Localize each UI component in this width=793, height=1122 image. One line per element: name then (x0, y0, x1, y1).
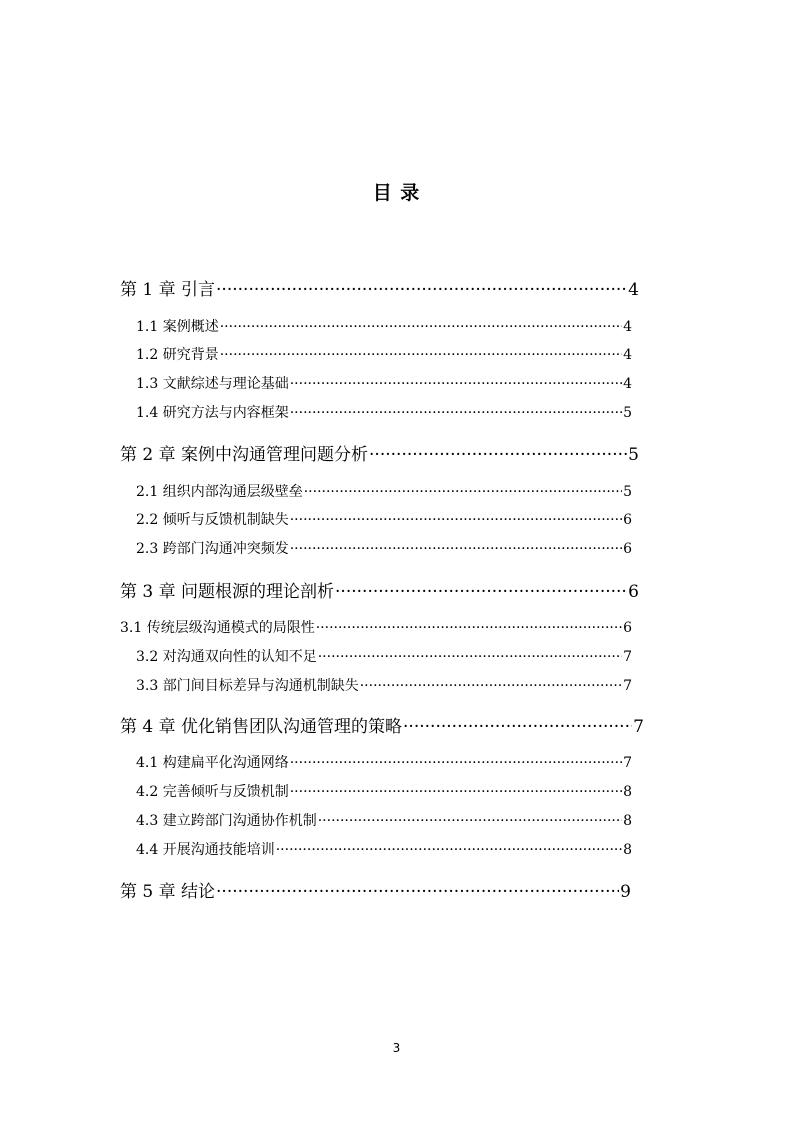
dot-leader (290, 541, 622, 557)
toc-entry-chapter-5[interactable] (120, 877, 631, 902)
toc-entry-section-3-3[interactable] (136, 675, 632, 695)
dot-leader (290, 755, 622, 771)
toc-entry-section-2-2[interactable] (136, 509, 632, 529)
toc-entry-page: 5 (623, 405, 632, 421)
toc-entry-label: 第 3 章 问题根源的理论剖析 (120, 582, 335, 602)
dot-leader (220, 319, 622, 335)
toc-entry-section-1-4[interactable] (136, 402, 632, 422)
dot-leader (316, 620, 622, 636)
toc-entry-label: 1.3 文献综述与理论基础 (136, 376, 289, 392)
toc-entry-section-3-1[interactable] (120, 617, 632, 637)
toc-entry-page: 7 (623, 755, 632, 771)
toc-entry-section-4-1[interactable] (136, 752, 632, 772)
toc-entry-label: 1.1 案例概述 (136, 319, 219, 335)
toc-entry-chapter-3[interactable] (120, 577, 639, 602)
dot-leader (403, 717, 632, 737)
toc-entry-label: 1.4 研究方法与内容框架 (136, 405, 289, 421)
toc-entry-label: 2.3 跨部门沟通冲突频发 (136, 541, 289, 557)
toc-entry-section-2-3[interactable] (136, 538, 632, 558)
toc-entry-page: 5 (623, 484, 632, 500)
toc-entry-label: 第 2 章 案例中沟通管理问题分析 (120, 445, 369, 465)
toc-title: 目 录 (372, 182, 421, 204)
toc-entry-label: 4.2 完善倾听与反馈机制 (136, 784, 289, 800)
toc-entry-chapter-2[interactable] (120, 440, 639, 465)
dot-leader (318, 813, 622, 829)
toc-entry-page: 8 (623, 842, 632, 858)
toc-entry-label: 第 4 章 优化销售团队沟通管理的策略 (120, 717, 403, 737)
toc-entry-section-4-2[interactable] (136, 781, 632, 801)
dot-leader (276, 842, 622, 858)
toc-entry-page: 6 (623, 620, 632, 636)
dot-leader (290, 512, 622, 528)
toc-entry-page: 6 (623, 512, 632, 528)
toc-entry-label: 4.1 构建扁平化沟通网络 (136, 755, 289, 771)
toc-entry-page: 4 (623, 347, 632, 363)
toc-entry-label: 第 5 章 结论 (120, 882, 216, 902)
toc-entry-page: 9 (620, 882, 631, 902)
toc-entry-page: 5 (628, 445, 639, 465)
toc-entry-label: 1.2 研究背景 (136, 347, 219, 363)
toc-entry-section-1-1[interactable] (136, 316, 632, 336)
toc-entry-page: 8 (623, 813, 632, 829)
toc-entry-page: 4 (623, 319, 632, 335)
toc-entry-page: 7 (623, 649, 632, 665)
page-number: 3 (392, 1041, 401, 1055)
toc-entry-label: 第 1 章 引言 (120, 280, 216, 300)
toc-entry-section-4-4[interactable] (136, 839, 632, 859)
toc-entry-chapter-1[interactable] (120, 275, 639, 300)
toc-entry-page: 7 (623, 678, 632, 694)
dot-leader (290, 405, 622, 421)
toc-entry-label: 3.3 部门间目标差异与沟通机制缺失 (136, 678, 359, 694)
dot-leader (290, 376, 622, 392)
dot-leader (304, 484, 622, 500)
dot-leader (369, 445, 627, 465)
toc-entry-label: 2.1 组织内部沟通层级壁垒 (136, 484, 303, 500)
toc-entry-section-2-1[interactable] (136, 481, 632, 501)
toc-entry-page: 4 (628, 280, 639, 300)
toc-entry-section-4-3[interactable] (136, 810, 632, 830)
toc-entry-section-1-3[interactable] (136, 373, 632, 393)
toc-entry-label: 2.2 倾听与反馈机制缺失 (136, 512, 289, 528)
dot-leader (220, 347, 622, 363)
toc-entry-page: 6 (623, 541, 632, 557)
dot-leader (216, 882, 619, 902)
toc-entry-label: 3.1 传统层级沟通模式的局限性 (120, 620, 315, 636)
toc-entry-label: 4.4 开展沟通技能培训 (136, 842, 275, 858)
toc-entry-page: 8 (623, 784, 632, 800)
dot-leader (216, 280, 627, 300)
toc-entry-section-1-2[interactable] (136, 344, 632, 364)
dot-leader (335, 582, 627, 602)
toc-entry-label: 4.3 建立跨部门沟通协作机制 (136, 813, 317, 829)
dot-leader (318, 649, 622, 665)
dot-leader (290, 784, 622, 800)
toc-entry-page: 6 (628, 582, 639, 602)
dot-leader (360, 678, 622, 694)
toc-entry-chapter-4[interactable] (120, 712, 644, 737)
toc-entry-page: 7 (633, 717, 644, 737)
toc-entry-section-3-2[interactable] (136, 646, 632, 666)
toc-entry-label: 3.2 对沟通双向性的认知不足 (136, 649, 317, 665)
toc-entry-page: 4 (623, 376, 632, 392)
